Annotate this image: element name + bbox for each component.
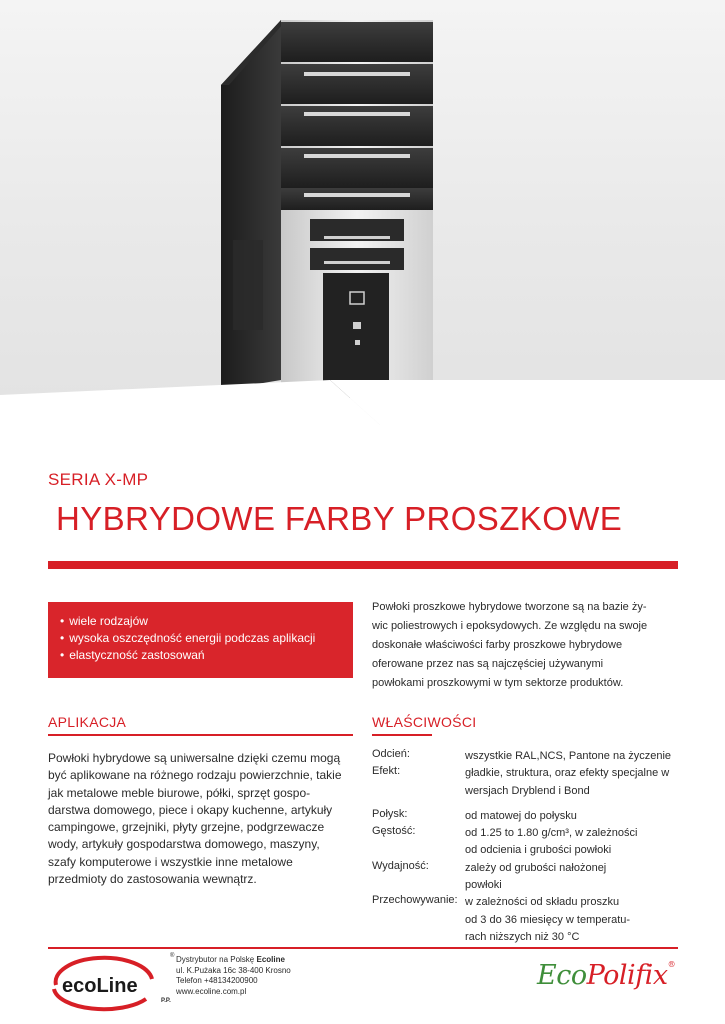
aplikacja-heading: APLIKACJA	[48, 714, 127, 730]
distributor-info: Dystrybutor na Polskę Ecoline ul. K.Pużaka 16c 38-400 Krosno Telefon +48134200900 www.ecoline.com.pl	[176, 955, 291, 996]
feature-item: • wiele rodzajów	[60, 614, 148, 628]
ecoline-registered-mark: ®	[170, 953, 175, 959]
website-link[interactable]: www.ecoline.com.pl	[176, 986, 247, 996]
bullet-icon: •	[60, 614, 65, 628]
bullet-icon: •	[60, 648, 65, 662]
ecoline-logo-text: ecoLine	[62, 975, 138, 997]
ecopolifix-logo: EcoPolifix®	[537, 960, 676, 991]
features-list	[48, 602, 353, 664]
properties-table	[372, 748, 692, 946]
wlasciwosci-divider	[372, 734, 432, 736]
property-row: Wydajność: zależy od grubości nałożonej powłoki	[372, 859, 607, 892]
hero-image	[0, 0, 725, 425]
intro-paragraph: Powłoki proszkowe hybrydowe tworzone są na bazie ży- wic poliestrowych i epoksydowych. Ze względu na swoje doskonałe właściwości farby proszkowe hybrydowe oferowane przez nas są najczęściej używanymi powłokami proszkowymi w tym sektorze produktów.	[372, 601, 648, 689]
property-row: Odcień: wszystkie RAL,NCS, Pantone na życzenie	[372, 748, 672, 762]
page-title: HYBRYDOWE FARBY PROSZKOWE	[56, 500, 623, 537]
title-divider	[48, 561, 678, 569]
computer-tower-image	[0, 0, 725, 425]
property-row: Efekt: gładkie, struktura, oraz efekty specjalne w wersjach Dryblend i Bond	[372, 765, 670, 797]
ecoline-logo	[48, 955, 160, 1013]
property-row: Gęstość: od 1.25 to 1.80 g/cm³, w zależności od odcienia i grubości powłoki	[372, 825, 638, 857]
aplikacja-divider	[48, 734, 353, 736]
wlasciwosci-heading: WŁAŚCIWOŚCI	[372, 714, 477, 730]
feature-item: • elastyczność zastosowań	[60, 648, 205, 662]
feature-item: • wysoka oszczędność energii podczas aplikacji	[60, 631, 316, 645]
series-label: SERIA X-MP	[48, 470, 149, 489]
property-row: Przechowywanie: w zależności od składu proszku od 3 do 36 miesięcy w temperatu- rach niższych niż 30 °C	[372, 894, 631, 943]
footer-divider	[48, 947, 678, 949]
features-box	[48, 602, 353, 678]
bullet-icon: •	[60, 631, 65, 645]
aplikacja-paragraph: Powłoki hybrydowe są uniwersalne dzięki czemu mogą być aplikowane na różnego rodzaju powierzchnie, takie jak metalowe meble biurowe, półki, sprzęt gospo- darstwa domowego, piece i okapy kuchenne, artykuły campingowe, grzejniki, płyty grzejne, podgrzewacze wody, artykuły gospodarstwa domowego, maszyny, szafy komputerowe i wszystkie inne metalowe przedmioty do zastosowania wewnątrz.	[48, 751, 342, 887]
pp-mark: P.P.	[161, 998, 171, 1004]
property-row: Połysk: od matowej do połysku	[372, 807, 577, 822]
